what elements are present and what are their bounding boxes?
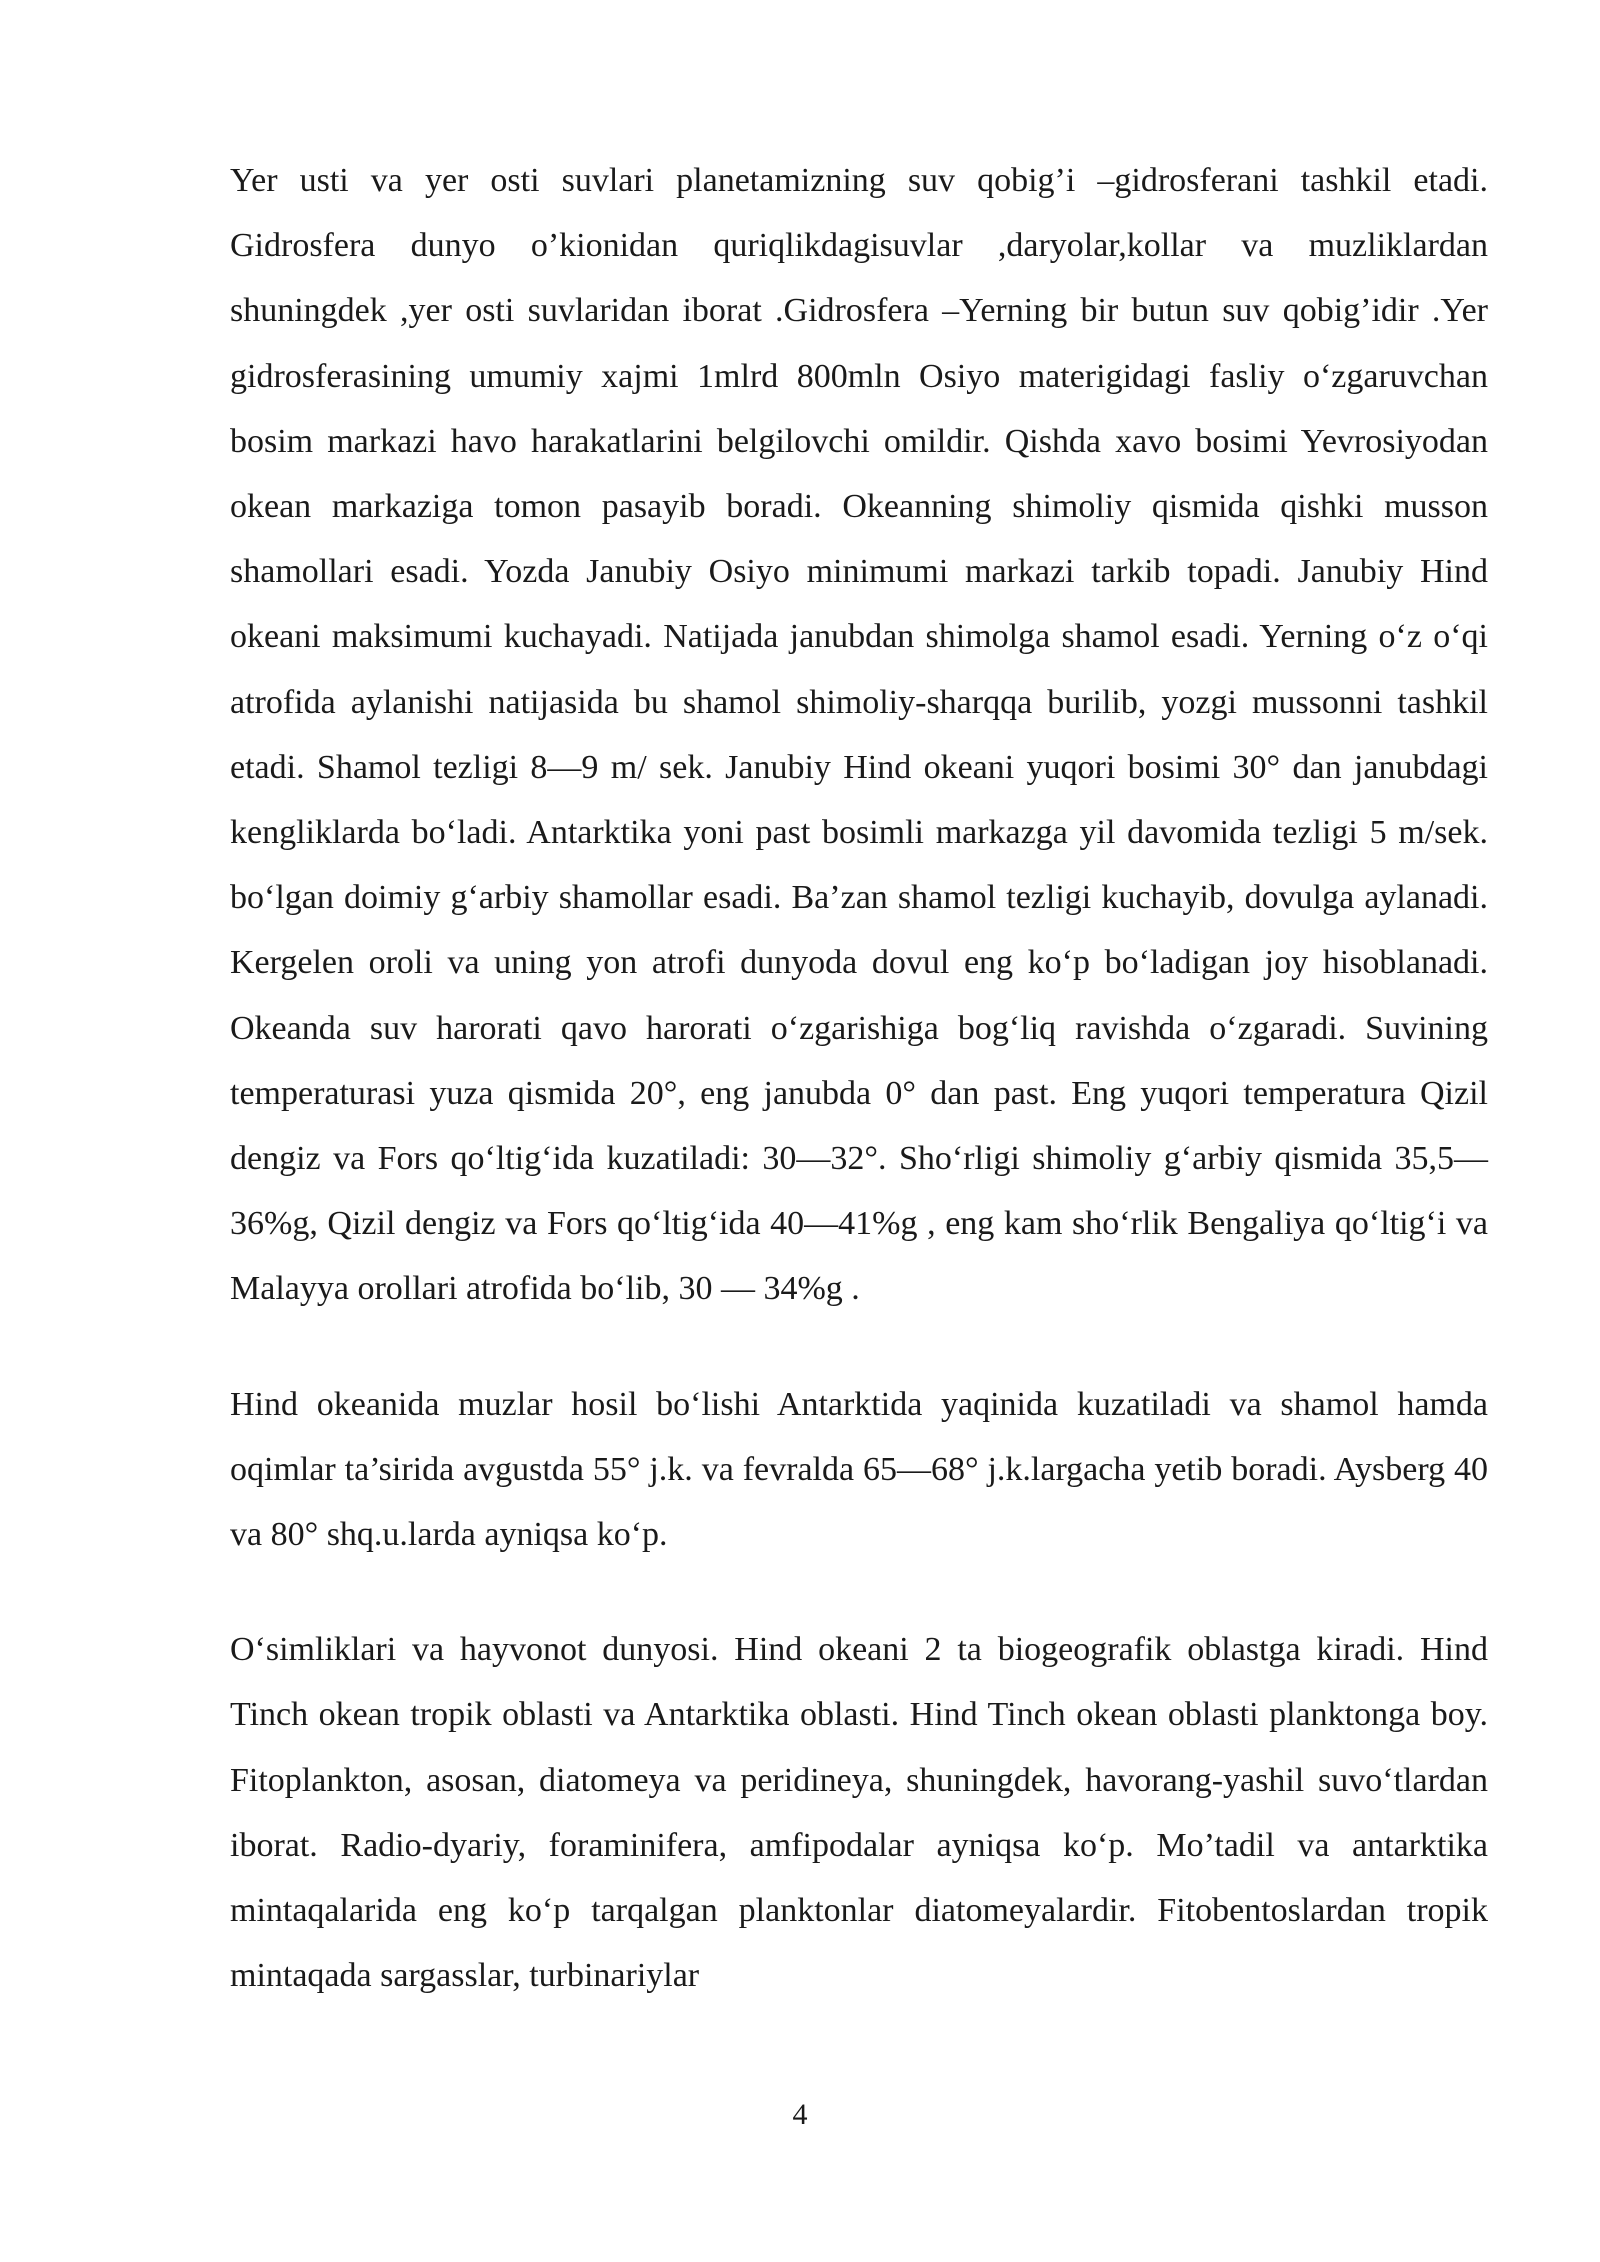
paragraph-2: Hind okeanida muzlar hosil bo‘lishi Antarktida yaqinida kuzatiladi va shamol hamda oqimlar ta’sirida avgustda 55° j.k. va fevralda 65—68° j.k.largacha yetib boradi. Aysberg 40 va 80° shq.u.larda ayniqsa ko‘p.	[230, 1385, 1488, 1554]
paragraph-3: O‘simliklari va hayvonot dunyosi. Hind okeani 2 ta biogeografik oblastga kiradi. Hind Tinch okean tropik oblasti va Antarktika oblasti. Hind Tinch okean oblasti planktonga boy. Fitoplankton, asosan, diatomeya va peridineya, shuningdek, havorang-yashil suvo‘tlardan iborat. Radio-dyariy, foraminifera, amfipodalar ayniqsa ko‘p. Mo’tadil va antarktika mintaqalarida eng ko‘p tarqalgan planktonlar diatomeyalardir. Fitobentoslardan tropik mintaqada sargasslar, turbinariylar	[230, 1631, 1488, 1995]
paragraph-1: Yer usti va yer osti suvlari planetamizning suv qobig’i –gidrosferani tashkil etadi. Gidrosfera dunyo o’kionidan quriqlikdagisuvlar ,daryolar,kollar va muzliklardan shuningdek ,yer osti suvlaridan iborat .Gidrosfera –Yerning bir butun suv qobig’idir .Yer gidrosferasining umumiy xajmi 1mlrd 800mln Osiyo materigidagi fasliy o‘zgaruvchan bosim markazi havo harakatlarini belgilovchi omildir. Qishda xavo bosimi Yevrosiyodan okean markaziga tomon pasayib boradi. Okeanning shimoliy qismida qishki musson shamollari esadi. Yozda Janubiy Osiyo minimumi markazi tarkib topadi. Janubiy Hind okeani maksimumi kuchayadi. Natijada janubdan shimolga shamol esadi. Yerning o‘z o‘qi atrofida aylanishi natijasida bu shamol shimoliy-sharqqa burilib, yozgi mussonni tashkil etadi. Shamol tezligi 8—9 m/ sek. Janubiy Hind okeani yuqori bosimi 30° dan janubdagi kengliklarda bo‘ladi. Antarktika yoni past bosimli markazga yil davomida tezligi 5 m/sek. bo‘lgan doimiy g‘arbiy shamollar esadi. Ba’zan shamol tezligi kuchayib, dovulga aylanadi. Kergelen oroli va uning yon atrofi dunyoda dovul eng ko‘p bo‘ladigan joy hisoblanadi. Okeanda suv harorati qavo harorati o‘zgarishiga bog‘liq ravishda o‘zgaradi. Suvining temperaturasi yuza qismida 20°, eng janubda 0° dan past. Eng yuqori temperatura Qizil dengiz va Fors qo‘ltig‘ida kuzatiladi: 30—32°. Sho‘rligi shimoliy g‘arbiy qismida 35,5— 36%g, Qizil dengiz va Fors qo‘ltig‘ida 40—41%g , eng kam sho‘rlik Bengaliya qo‘ltig‘i va Malayya orollari atrofida bo‘lib, 30 — 34%g .	[230, 162, 1488, 1308]
body-text	[230, 148, 1488, 2008]
page-number: 4	[792, 2098, 808, 2131]
